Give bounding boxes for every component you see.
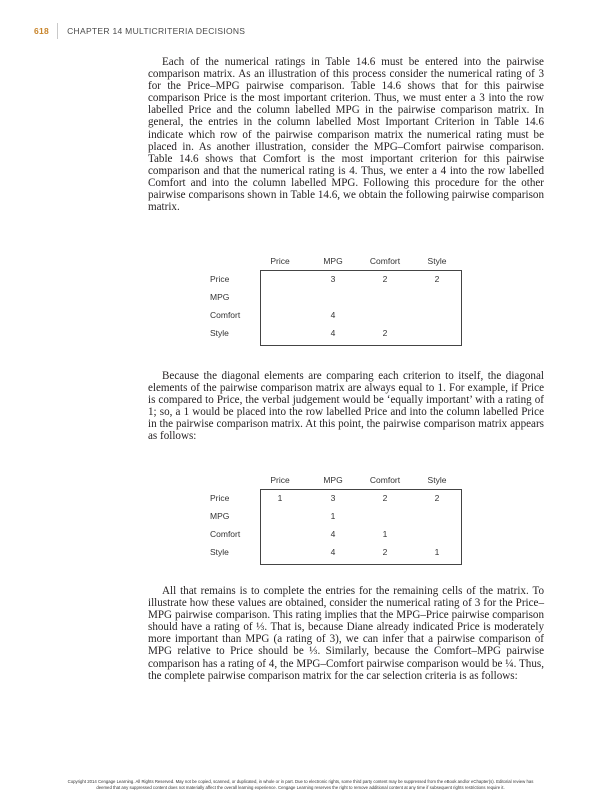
copyright-line-2: deemed that any suppressed content does not materially affect the overall learning experience. Cengage Learning reserves the right to remove additional content at any time if subsequent rights restrictions require it. — [96, 785, 505, 790]
chapter-title: CHAPTER 14 MULTICRITERIA DECISIONS — [67, 26, 246, 36]
row-label: Price — [210, 493, 230, 503]
row-label: Style — [210, 547, 229, 557]
paragraph-diagonal: Because the diagonal elements are comparing each criterion to itself, the diagonal elements of the pairwise comparison matrix are always equal to 1. For example, if Price is compared to Price, the verbal judgement would be ‘equally important’ with a rating of 1; so, a 1 would be placed into the row labelled Price and into the column labelled Price in the pairwise comparison matrix. At this point, the pairwise comparison matrix appears as follows: — [148, 370, 544, 443]
matrix-cell: 2 — [382, 274, 388, 284]
header-divider — [57, 23, 58, 39]
row-label: Price — [210, 274, 230, 284]
matrix-cell: 4 — [330, 310, 336, 320]
matrix-row-price — [210, 274, 460, 286]
matrix-row-mpg — [210, 292, 460, 304]
matrix-cell: 2 — [382, 493, 388, 503]
matrix-row-style — [210, 547, 460, 559]
matrix-cell: 4 — [330, 547, 336, 557]
column-header-mpg: MPG — [323, 256, 343, 266]
row-label: Comfort — [210, 310, 241, 320]
matrix-header-row — [210, 256, 460, 270]
copyright-line-1: Copyright 2014 Cengage Learning. All Rights Reserved. May not be copied, scanned, or duplicated, in whole or in part. Due to electronic rights, some third party content may be suppressed from the eBook and/or eChapter(s). Editorial review has — [67, 779, 534, 784]
matrix-cell: 2 — [382, 547, 388, 557]
matrix-cell: 4 — [330, 529, 336, 539]
copyright-footer — [34, 779, 567, 791]
column-header-mpg: MPG — [323, 475, 343, 485]
matrix-row-style — [210, 328, 460, 340]
column-header-price: Price — [270, 256, 290, 266]
paragraph-matrix-entry: Each of the numerical ratings in Table 14.6 must be entered into the pairwise comparison matrix. As an illustration of this process consider the numerical rating of 3 for the Price–MPG pairwise comparison. Table 14.6 shows that for this pairwise comparison Price is the most important criterion. Thus, we must enter a 3 into the row labelled Price and the column labelled MPG in the pairwise comparison matrix. In general, the entries in the column labelled Most Important Criterion in Table 14.6 indicate which row of the pairwise comparison matrix the numerical rating must be placed in. As another illustration, consider the MPG–Comfort pairwise comparison. Table 14.6 shows that Comfort is the most important criterion for this pairwise comparison and that the numerical rating is 4. Thus, we enter a 4 into the row labelled Comfort and into the column labelled MPG. Following this procedure for the other pairwise comparisons shown in Table 14.6, we obtain the following pairwise comparison matrix. — [148, 56, 544, 214]
matrix-row-price — [210, 493, 460, 505]
row-label: Comfort — [210, 529, 241, 539]
column-header-comfort: Comfort — [369, 256, 401, 266]
matrix-cell: 3 — [330, 493, 336, 503]
pairwise-matrix-initial — [210, 256, 460, 346]
matrix-cell: 2 — [434, 274, 440, 284]
matrix-cell: 1 — [277, 493, 283, 503]
matrix-row-comfort — [210, 529, 460, 541]
page-header — [34, 24, 245, 38]
column-header-price: Price — [270, 475, 290, 485]
column-header-style: Style — [427, 475, 447, 485]
matrix-cell: 1 — [330, 511, 336, 521]
matrix-cell: 2 — [434, 493, 440, 503]
matrix-cell: 3 — [330, 274, 336, 284]
paragraph-remaining-cells: All that remains is to complete the entries for the remaining cells of the matrix. To illustrate how these values are obtained, consider the numerical rating of 3 for the Price–MPG pairwise comparison. This rating implies that the MPG–Price pairwise comparison should have a rating of ⅓. That is, because Diane already indicated Price is moderately more important than MPG (a rating of 3), we can infer that a pairwise comparison of MPG relative to Price should be ⅓. Similarly, because the Comfort–MPG pairwise comparison has a rating of 4, the MPG–Comfort pairwise comparison would be ¼. Thus, the complete pairwise comparison matrix for the car selection criteria is as follows: — [148, 585, 544, 682]
matrix-cell: 2 — [382, 328, 388, 338]
matrix-cell: 1 — [382, 529, 388, 539]
row-label: MPG — [210, 511, 230, 521]
page-number: 618 — [34, 26, 50, 36]
matrix-cell: 4 — [330, 328, 336, 338]
row-label: Style — [210, 328, 229, 338]
row-label: MPG — [210, 292, 230, 302]
column-header-style: Style — [427, 256, 447, 266]
column-header-comfort: Comfort — [369, 475, 401, 485]
matrix-row-mpg — [210, 511, 460, 523]
matrix-header-row — [210, 475, 460, 489]
matrix-cell: 1 — [434, 547, 440, 557]
pairwise-matrix-diagonal — [210, 475, 460, 565]
matrix-row-comfort — [210, 310, 460, 322]
